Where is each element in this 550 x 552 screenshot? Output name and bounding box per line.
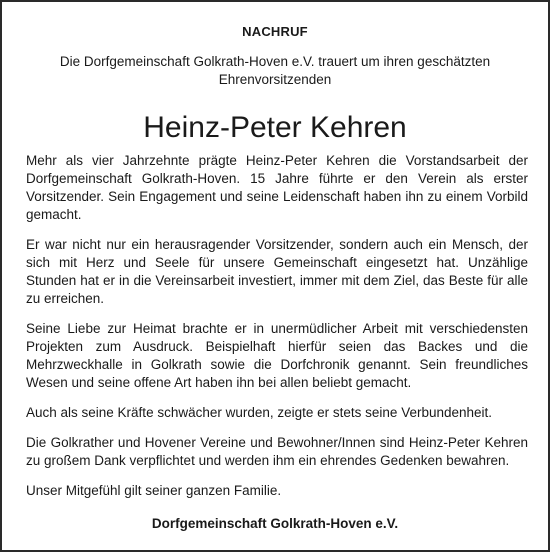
notice-heading: NACHRUF <box>242 24 308 39</box>
body-paragraph: Mehr als vier Jahrzehnte prägte Heinz-Peter Kehren die Vorstandsarbeit der Dorfgemeinschaft Golkrath-Hoven. 15 Jahre führte er den Verein als erster Vorsitzender. Sein Engagement und seine Leidenschaft haben ihn zu einem Vorbild gemacht. <box>26 153 528 222</box>
body-paragraph: Die Golkrather und Hovener Vereine und Bewohner/Innen sind Heinz-Peter Kehren zu großem Dank verpflichtet und werden ihm ein ehrendes Gedenken bewahren. <box>26 435 528 468</box>
body-paragraph: Auch als seine Kräfte schwächer wurden, zeigte er stets seine Verbundenheit. <box>26 405 493 420</box>
body-paragraph: Unser Mitgefühl gilt seiner ganzen Familie. <box>26 483 282 498</box>
body-paragraph: Er war nicht nur ein herausragender Vorsitzender, sondern auch ein Mensch, der sich mit Herz und Seele für unsere Gemeinschaft eingesetzt hat. Unzählige Stunden hat er in die Vereinsarbeit investiert, immer mit dem Ziel, das Beste für alle zu erreichen. <box>26 237 528 306</box>
body-paragraph: Seine Liebe zur Heimat brachte er in unermüdlicher Arbeit mit verschiedensten Projekten zum Ausdruck. Beispielhaft hierfür seien das Backes und die Mehrzweckhalle in Golkrath sowie die Dorfchronik genannt. Sein freundliches Wesen und seine offene Art haben ihn bei allen beliebt gemacht. <box>26 321 528 390</box>
deceased-name: Heinz-Peter Kehren <box>143 111 407 144</box>
notice-intro: Die Dorfgemeinschaft Golkrath-Hoven e.V. trauert um ihren geschätzten Ehrenvorsitzenden <box>59 54 491 87</box>
notice-body <box>26 152 528 500</box>
notice-signature: Dorfgemeinschaft Golkrath-Hoven e.V. <box>151 516 399 531</box>
